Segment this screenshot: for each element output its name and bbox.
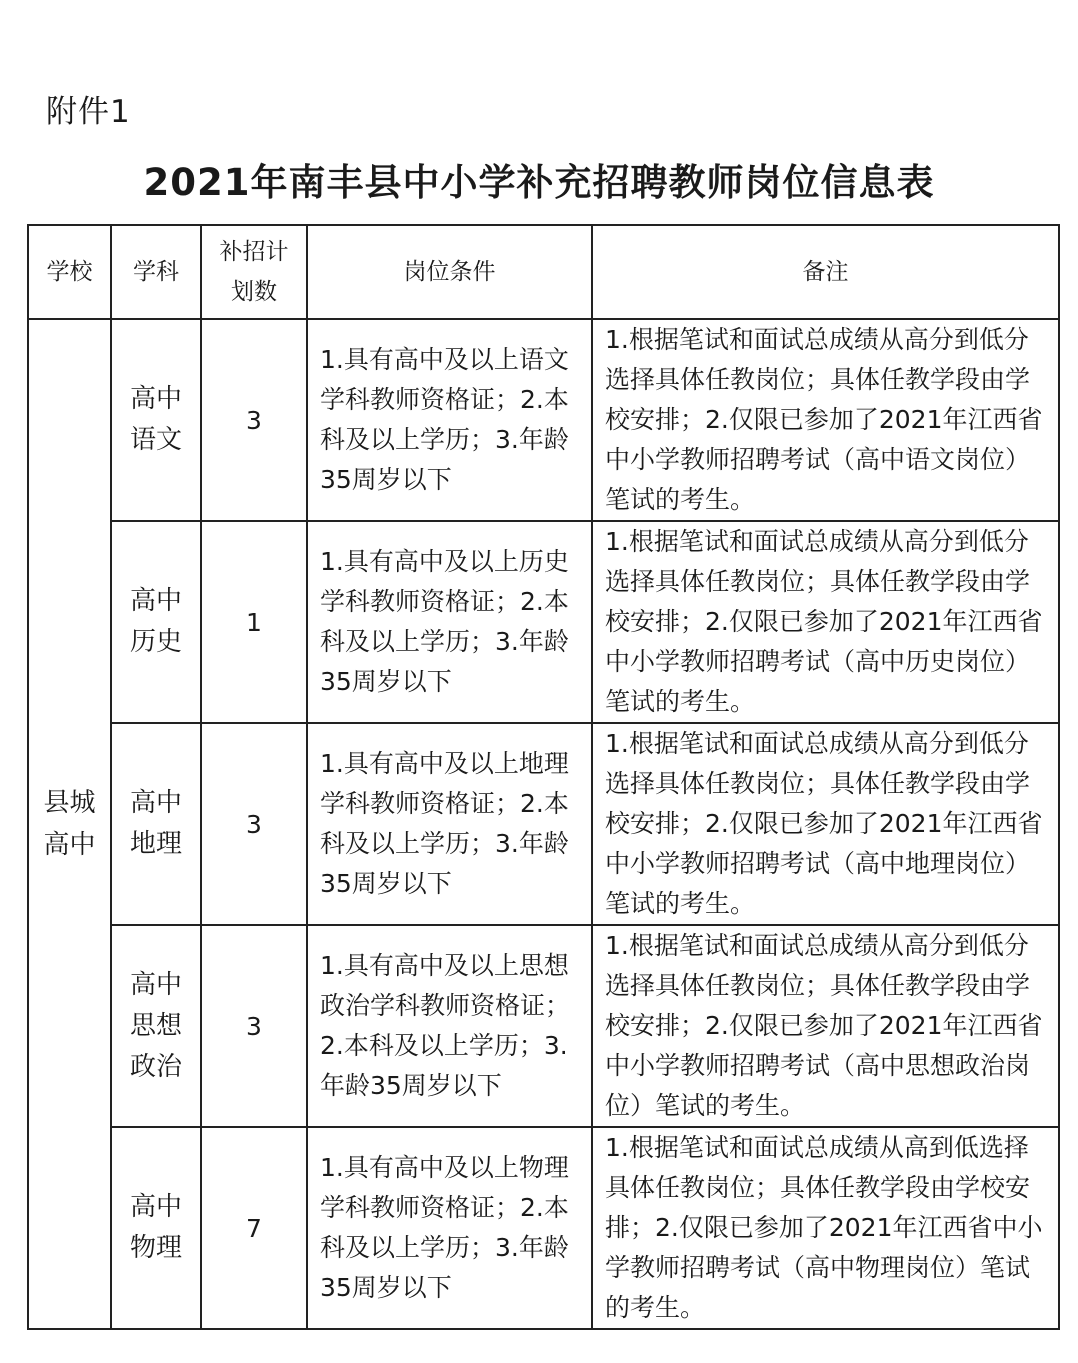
subject-line: 政治 [129,1051,182,1082]
count-cell: 1 [201,521,307,723]
count-cell: 7 [201,1127,307,1329]
subject-line: 思想 [129,1010,182,1041]
subject-line: 历史 [129,627,182,657]
table-row [28,319,1059,521]
subject-cell [111,319,201,521]
header-notes: 备注 [592,225,1059,319]
subject-line: 高中 [129,969,182,1000]
notes-cell: 1.根据笔试和面试总成绩从高分到低分选择具体任教岗位；具体任教学段由学校安排；2.仅限已参加了2021年江西省中小学教师招聘考试（高中语文岗位）笔试的考生。 [592,319,1059,521]
subject-cell [111,1127,201,1329]
subject-line: 语文 [129,425,182,455]
attachment-label: 附件1 [46,94,131,130]
table-row [28,925,1059,1127]
notes-cell: 1.根据笔试和面试总成绩从高到低选择具体任教岗位；具体任教学段由学校安排；2.仅限已参加了2021年江西省中小学教师招聘考试（高中物理岗位）笔试的考生。 [592,1127,1059,1329]
header-conditions: 岗位条件 [307,225,592,319]
conditions-cell: 1.具有高中及以上思想政治学科教师资格证；2.本科及以上学历；3.年龄35周岁以下 [307,925,592,1127]
table-row [28,723,1059,925]
table-row [28,521,1059,723]
subject-cell [111,925,201,1127]
notes-cell: 1.根据笔试和面试总成绩从高分到低分选择具体任教岗位；具体任教学段由学校安排；2.仅限已参加了2021年江西省中小学教师招聘考试（高中地理岗位）笔试的考生。 [592,723,1059,925]
subject-line: 高中 [129,1192,182,1222]
school-line1: 县城 [43,788,96,818]
table-row [28,1127,1059,1329]
count-cell: 3 [201,723,307,925]
conditions-cell: 1.具有高中及以上地理学科教师资格证；2.本科及以上学历；3.年龄35周岁以下 [307,723,592,925]
subject-cell [111,723,201,925]
document-title: 2021年南丰县中小学补充招聘教师岗位信息表 [143,161,935,204]
school-line2: 高中 [43,830,96,860]
positions-table [27,224,1060,1330]
notes-cell: 1.根据笔试和面试总成绩从高分到低分选择具体任教岗位；具体任教学段由学校安排；2.仅限已参加了2021年江西省中小学教师招聘考试（高中历史岗位）笔试的考生。 [592,521,1059,723]
table-header-row [28,225,1059,319]
subject-line: 高中 [129,586,182,616]
header-count [201,225,307,319]
subject-line: 高中 [129,788,182,818]
subject-cell [111,521,201,723]
school-cell [28,319,111,1329]
conditions-cell: 1.具有高中及以上语文学科教师资格证；2.本科及以上学历；3.年龄35周岁以下 [307,319,592,521]
header-count-line2: 划数 [231,279,277,305]
subject-line: 地理 [129,829,182,859]
header-subject: 学科 [111,225,201,319]
subject-line: 物理 [129,1233,182,1263]
notes-cell: 1.根据笔试和面试总成绩从高分到低分选择具体任教岗位；具体任教学段由学校安排；2.仅限已参加了2021年江西省中小学教师招聘考试（高中思想政治岗位）笔试的考生。 [592,925,1059,1127]
count-cell: 3 [201,925,307,1127]
header-school: 学校 [28,225,111,319]
count-cell: 3 [201,319,307,521]
conditions-cell: 1.具有高中及以上历史学科教师资格证；2.本科及以上学历；3.年龄35周岁以下 [307,521,592,723]
subject-line: 高中 [129,384,182,414]
conditions-cell: 1.具有高中及以上物理学科教师资格证；2.本科及以上学历；3.年龄35周岁以下 [307,1127,592,1329]
header-count-line1: 补招计 [219,239,289,265]
